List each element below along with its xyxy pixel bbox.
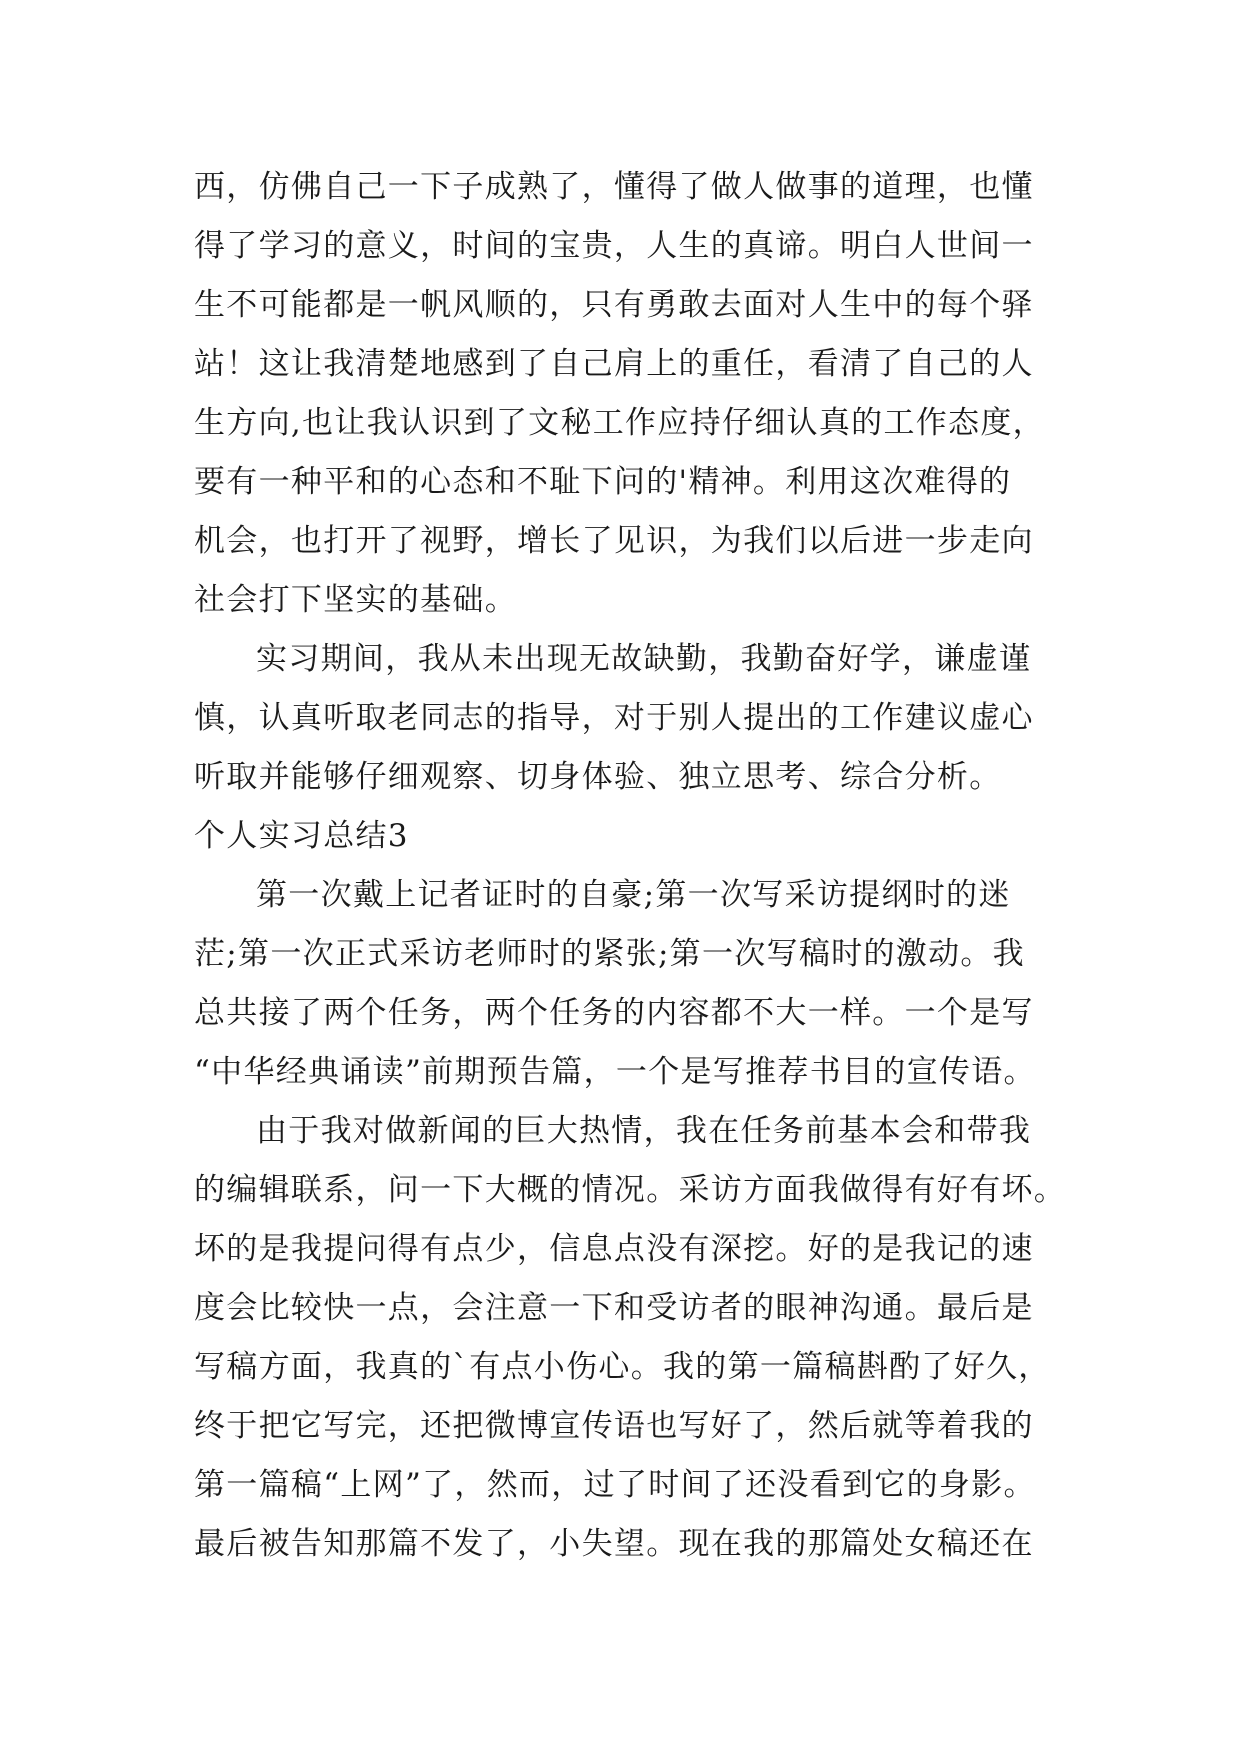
text-line: 慎，认真听取老同志的指导，对于别人提出的工作建议虚心 <box>194 700 1034 736</box>
text-line: 最后被告知那篇不发了，小失望。现在我的那篇处女稿还在 <box>194 1526 1034 1562</box>
text-line: 社会打下坚实的基础。 <box>194 582 517 618</box>
document-body <box>194 158 1067 1574</box>
text-line: 站！这让我清楚地感到了自己肩上的重任，看清了自己的人 <box>194 346 1034 382</box>
text-line: 机会，也打开了视野，增长了见识，为我们以后进一步走向 <box>194 523 1034 559</box>
text-line: 总共接了两个任务，两个任务的内容都不大一样。一个是写 <box>194 995 1034 1031</box>
text-line: 第一篇稿“上网”了，然而，过了时间了还没看到它的身影。 <box>194 1467 1036 1503</box>
text-line: 坏的是我提问得有点少，信息点没有深挖。好的是我记的速 <box>194 1231 1034 1267</box>
paragraph-first-line: 实习期间，我从未出现无故缺勤，我勤奋好学，谦虚谨 <box>256 641 1032 677</box>
text-line: 西，仿佛自己一下子成熟了，懂得了做人做事的道理，也懂 <box>194 169 1034 205</box>
text-line: 茫;第一次正式采访老师时的紧张;第一次写稿时的激动。我 <box>194 936 1025 972</box>
text-line: 听取并能够仔细观察、切身体验、独立思考、综合分析。 <box>194 759 1002 795</box>
text-line: 写稿方面，我真的`有点小伤心。我的第一篇稿斟酌了好久， <box>194 1349 1051 1385</box>
text-line: 生方向,也让我认识到了文秘工作应持仔细认真的工作态度， <box>194 405 1045 441</box>
paragraph-first-line: 由于我对做新闻的巨大热情，我在任务前基本会和带我 <box>256 1113 1032 1149</box>
text-line: 度会比较快一点，会注意一下和受访者的眼神沟通。最后是 <box>194 1290 1034 1326</box>
text-line: 生不可能都是一帆风顺的，只有勇敢去面对人生中的每个驿 <box>194 287 1034 323</box>
text-line: “中华经典诵读”前期预告篇，一个是写推荐书目的宣传语。 <box>194 1054 1036 1090</box>
text-line: 得了学习的意义，时间的宝贵，人生的真谛。明白人世间一 <box>194 228 1034 264</box>
paragraph-first-line: 第一次戴上记者证时的自豪;第一次写采访提纲时的迷 <box>256 877 1011 913</box>
text-line: 的编辑联系，问一下大概的情况。采访方面我做得有好有坏。 <box>194 1172 1067 1208</box>
text-line: 终于把它写完，还把微博宣传语也写好了，然后就等着我的 <box>194 1408 1034 1444</box>
section-heading: 个人实习总结3 <box>194 818 409 854</box>
text-line: 要有一种平和的心态和不耻下问的'精神。利用这次难得的 <box>194 464 1012 500</box>
